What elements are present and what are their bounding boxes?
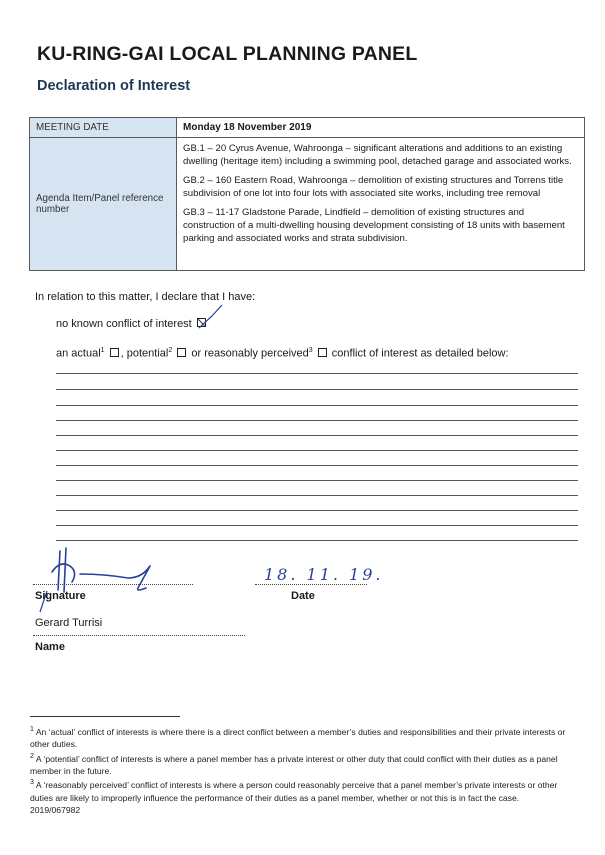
meeting-date-value: Monday 18 November 2019 xyxy=(177,118,585,138)
document-reference: 2019/067982 xyxy=(30,805,81,816)
signature-stroke xyxy=(52,548,150,592)
agenda-item-gb2: GB.2 – 160 Eastern Road, Wahroonga – demolition of existing structures and Torrens title subdivision of one lot into four lots with associated site works, including tree removal xyxy=(183,175,564,199)
footnote-ref-2: 2 xyxy=(168,347,173,354)
footnote-1 xyxy=(30,724,578,751)
name-label: Name xyxy=(35,641,65,653)
meeting-date-label: MEETING DATE xyxy=(30,118,177,138)
conflict-tail-label: conflict of interest as detailed below: xyxy=(328,347,509,360)
page-subtitle: Declaration of Interest xyxy=(37,78,191,94)
footnote-2 xyxy=(30,751,578,778)
actual-label: an actual xyxy=(56,347,101,360)
footnote-text: An ‘actual’ conflict of interests is where there is a direct conflict between a member’s duties and responsibilities and their private interests or other duties. xyxy=(30,726,566,750)
agenda-label: Agenda Item/Panel reference number xyxy=(30,138,177,271)
name-value: Gerard Turrisi xyxy=(35,617,103,629)
no-conflict-label: no known conflict of interest xyxy=(56,318,192,330)
footnote-ref-1: 1 xyxy=(100,347,105,354)
footnote-num: 2 xyxy=(30,752,34,760)
page-title: KU-RING-GAI LOCAL PLANNING PANEL xyxy=(37,43,418,65)
footnote-text: A ‘reasonably perceived’ conflict of interests is where a person could reasonably perceive that a panel member’s private interests or other duties are likely to improperly influence the performance of their duties as a panel member, whether or not this is in fact the case. xyxy=(30,780,558,803)
signature-label: Signature xyxy=(35,590,86,602)
footnote-ref-3: 3 xyxy=(308,347,313,354)
potential-label: , potential xyxy=(120,347,169,360)
agenda-item-gb3: GB.3 – 11-17 Gladstone Parade, Lindfield – demolition of existing structures and construction of a multi-dwelling housing development consisting of 18 units with basement parking and associated works and strata subdivision. xyxy=(183,207,565,244)
footnote-num: 3 xyxy=(30,779,34,787)
checkmark-stroke xyxy=(199,305,222,328)
footnote-num: 1 xyxy=(30,726,34,733)
agenda-item-gb1: GB.1 – 20 Cyrus Avenue, Wahroonga – significant alterations and additions to an existing dwelling (heritage item) including a swimming pool, detached garage and associated works. xyxy=(183,143,572,167)
handwritten-date: 18. 11. 19. xyxy=(264,565,384,584)
perceived-label: or reasonably perceived xyxy=(188,347,309,360)
date-label: Date xyxy=(291,590,315,602)
footnote-separator xyxy=(30,716,180,717)
declaration-intro: In relation to this matter, I declare that I have: xyxy=(35,291,256,303)
footnote-text: A ‘potential’ conflict of interests is where a panel member has a private interest or other duty that could conflict with their duties as a panel member in the future. xyxy=(30,753,558,776)
signature-line[interactable] xyxy=(33,584,193,585)
date-line[interactable] xyxy=(255,584,367,585)
name-line[interactable] xyxy=(33,635,245,636)
footnote-3 xyxy=(30,777,578,804)
footnotes xyxy=(30,724,578,816)
